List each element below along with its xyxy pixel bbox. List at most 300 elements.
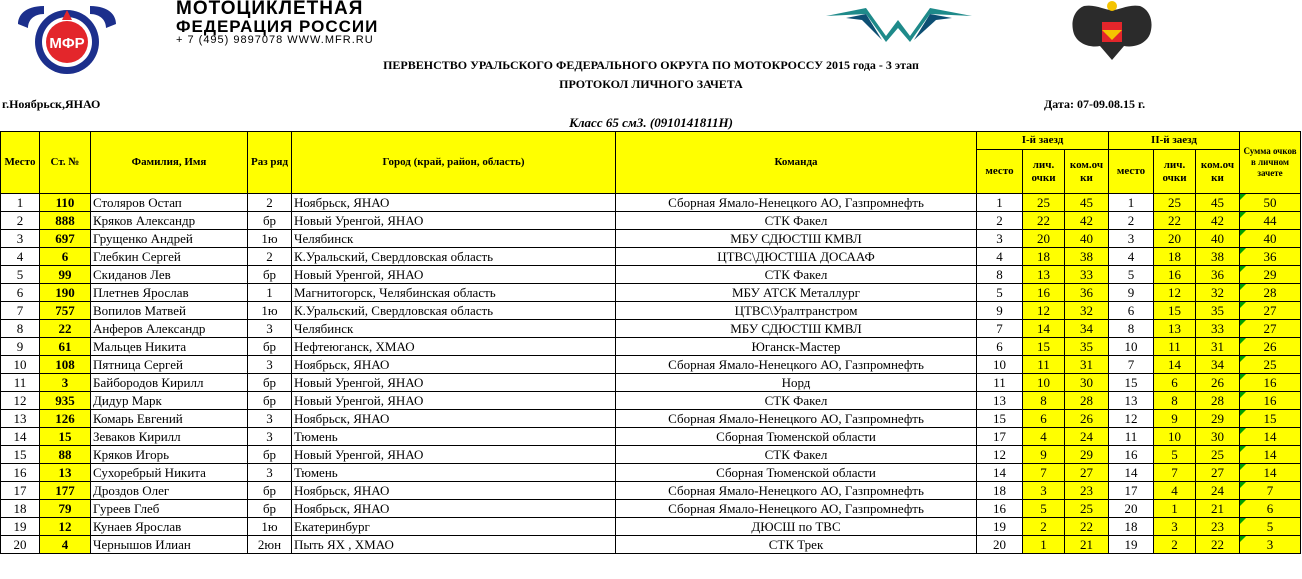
cell-heat1-points: 7 xyxy=(1023,464,1065,482)
cell-heat2-place: 19 xyxy=(1109,536,1154,554)
cell-heat2-points: 22 xyxy=(1154,212,1196,230)
cell-heat1-place: 6 xyxy=(977,338,1023,356)
cell-name: Кряков Игорь xyxy=(91,446,248,464)
col-city: Город (край, район, область) xyxy=(292,132,616,194)
cell-rank: бр xyxy=(248,338,292,356)
cell-heat1-team-points: 42 xyxy=(1065,212,1109,230)
cell-heat2-team-points: 45 xyxy=(1196,194,1240,212)
cell-place: 10 xyxy=(1,356,40,374)
cell-place: 17 xyxy=(1,482,40,500)
cell-place: 3 xyxy=(1,230,40,248)
cell-city: Новый Уренгой, ЯНАО xyxy=(292,374,616,392)
cell-team: СТК Факел xyxy=(616,392,977,410)
col-rank: Раз ряд xyxy=(248,132,292,194)
cell-name: Комарь Евгений xyxy=(91,410,248,428)
cell-heat2-team-points: 21 xyxy=(1196,500,1240,518)
cell-heat1-team-points: 24 xyxy=(1065,428,1109,446)
cell-total: 29 xyxy=(1240,266,1301,284)
cell-city: К.Уральский, Свердловская область xyxy=(292,302,616,320)
cell-heat2-team-points: 22 xyxy=(1196,536,1240,554)
cell-heat1-points: 22 xyxy=(1023,212,1065,230)
cell-heat1-points: 8 xyxy=(1023,392,1065,410)
cell-heat2-place: 13 xyxy=(1109,392,1154,410)
cell-heat2-place: 4 xyxy=(1109,248,1154,266)
cell-heat2-team-points: 25 xyxy=(1196,446,1240,464)
results-table xyxy=(0,131,1301,554)
cell-name: Скиданов Лев xyxy=(91,266,248,284)
cell-heat2-place: 18 xyxy=(1109,518,1154,536)
cell-heat1-team-points: 23 xyxy=(1065,482,1109,500)
cell-team: Сборная Ямало-Ненецкого АО, Газпромнефть xyxy=(616,356,977,374)
cell-total: 14 xyxy=(1240,446,1301,464)
cell-city: Ноябрьск, ЯНАО xyxy=(292,356,616,374)
cell-city: Ноябрьск, ЯНАО xyxy=(292,482,616,500)
cell-heat2-team-points: 28 xyxy=(1196,392,1240,410)
cell-heat2-place: 15 xyxy=(1109,374,1154,392)
table-row xyxy=(1,392,1301,410)
cell-place: 1 xyxy=(1,194,40,212)
cell-total: 44 xyxy=(1240,212,1301,230)
cell-heat1-place: 16 xyxy=(977,500,1023,518)
cell-heat2-team-points: 36 xyxy=(1196,266,1240,284)
cell-heat2-points: 10 xyxy=(1154,428,1196,446)
cell-name: Плетнев Ярослав xyxy=(91,284,248,302)
cell-team: Сборная Ямало-Ненецкого АО, Газпромнефть xyxy=(616,482,977,500)
cell-total: 6 xyxy=(1240,500,1301,518)
cell-total: 25 xyxy=(1240,356,1301,374)
col-heat1-place: место xyxy=(977,150,1023,194)
cell-heat1-team-points: 25 xyxy=(1065,500,1109,518)
cell-heat2-points: 8 xyxy=(1154,392,1196,410)
cell-heat2-place: 6 xyxy=(1109,302,1154,320)
cell-rank: 2юн xyxy=(248,536,292,554)
table-row xyxy=(1,482,1301,500)
cell-heat1-place: 18 xyxy=(977,482,1023,500)
col-start-no: Ст. № xyxy=(40,132,91,194)
cell-place: 13 xyxy=(1,410,40,428)
cell-heat1-points: 25 xyxy=(1023,194,1065,212)
cell-heat1-place: 14 xyxy=(977,464,1023,482)
cell-rank: 1 xyxy=(248,284,292,302)
cell-total: 15 xyxy=(1240,410,1301,428)
cell-team: ЦТВС\ДЮСТША ДОСААФ xyxy=(616,248,977,266)
cell-heat2-team-points: 35 xyxy=(1196,302,1240,320)
table-row xyxy=(1,464,1301,482)
cell-heat1-points: 11 xyxy=(1023,356,1065,374)
cell-heat2-points: 13 xyxy=(1154,320,1196,338)
cell-heat1-place: 12 xyxy=(977,446,1023,464)
cell-heat1-team-points: 27 xyxy=(1065,464,1109,482)
cell-heat2-place: 10 xyxy=(1109,338,1154,356)
cell-team: Сборная Ямало-Ненецкого АО, Газпромнефть xyxy=(616,500,977,518)
cell-start-no: 108 xyxy=(40,356,91,374)
cell-city: Челябинск xyxy=(292,230,616,248)
table-row xyxy=(1,320,1301,338)
cell-name: Мальцев Никита xyxy=(91,338,248,356)
cell-heat2-points: 9 xyxy=(1154,410,1196,428)
cell-place: 20 xyxy=(1,536,40,554)
cell-place: 15 xyxy=(1,446,40,464)
cell-name: Сухоребрый Никита xyxy=(91,464,248,482)
event-location: г.Ноябрьск,ЯНАО xyxy=(2,97,101,111)
cell-total: 16 xyxy=(1240,392,1301,410)
cell-team: Сборная Тюменской области xyxy=(616,464,977,482)
table-row xyxy=(1,266,1301,284)
cell-heat1-team-points: 21 xyxy=(1065,536,1109,554)
col-heat2-place: место xyxy=(1109,150,1154,194)
cell-heat2-points: 14 xyxy=(1154,356,1196,374)
federation-name-line2: ФЕДЕРАЦИЯ РОССИИ xyxy=(176,17,379,36)
cell-heat2-place: 5 xyxy=(1109,266,1154,284)
cell-heat1-place: 1 xyxy=(977,194,1023,212)
col-heat1: I-й заезд xyxy=(977,132,1109,150)
cell-start-no: 757 xyxy=(40,302,91,320)
cell-team: ДЮСШ по ТВС xyxy=(616,518,977,536)
cell-heat1-team-points: 40 xyxy=(1065,230,1109,248)
cell-heat1-team-points: 30 xyxy=(1065,374,1109,392)
cell-heat2-place: 20 xyxy=(1109,500,1154,518)
cell-team: МБУ СДЮСТШ КМВЛ xyxy=(616,320,977,338)
cell-start-no: 61 xyxy=(40,338,91,356)
federation-contact: + 7 (495) 9897078 WWW.MFR.RU xyxy=(176,34,374,46)
cell-heat1-team-points: 22 xyxy=(1065,518,1109,536)
cell-heat2-place: 2 xyxy=(1109,212,1154,230)
cell-city: Пыть ЯХ , ХМАО xyxy=(292,536,616,554)
cell-heat1-points: 16 xyxy=(1023,284,1065,302)
cell-start-no: 190 xyxy=(40,284,91,302)
cell-heat2-team-points: 24 xyxy=(1196,482,1240,500)
col-heat2: II-й заезд xyxy=(1109,132,1240,150)
col-heat2-points: лич. очки xyxy=(1154,150,1196,194)
cell-place: 14 xyxy=(1,428,40,446)
cell-city: Екатеринбург xyxy=(292,518,616,536)
cell-heat1-team-points: 34 xyxy=(1065,320,1109,338)
cell-name: Байбородов Кирилл xyxy=(91,374,248,392)
cell-heat2-points: 6 xyxy=(1154,374,1196,392)
cell-rank: 3 xyxy=(248,410,292,428)
cell-start-no: 888 xyxy=(40,212,91,230)
cell-rank: бр xyxy=(248,500,292,518)
cell-start-no: 79 xyxy=(40,500,91,518)
table-row xyxy=(1,428,1301,446)
table-row xyxy=(1,518,1301,536)
cell-place: 4 xyxy=(1,248,40,266)
cell-heat1-team-points: 31 xyxy=(1065,356,1109,374)
cell-name: Глебкин Сергей xyxy=(91,248,248,266)
table-row xyxy=(1,302,1301,320)
cell-heat1-place: 9 xyxy=(977,302,1023,320)
cell-start-no: 110 xyxy=(40,194,91,212)
col-total: Сумма очков в личном зачете xyxy=(1240,132,1301,194)
cell-start-no: 3 xyxy=(40,374,91,392)
cell-total: 27 xyxy=(1240,302,1301,320)
table-row xyxy=(1,500,1301,518)
cell-rank: 3 xyxy=(248,464,292,482)
cell-rank: 3 xyxy=(248,320,292,338)
mountain-logo-icon xyxy=(826,6,972,42)
cell-total: 40 xyxy=(1240,230,1301,248)
cell-start-no: 22 xyxy=(40,320,91,338)
cell-total: 14 xyxy=(1240,464,1301,482)
cell-name: Зеваков Кирилл xyxy=(91,428,248,446)
table-row xyxy=(1,410,1301,428)
cell-name: Гуреев Глеб xyxy=(91,500,248,518)
cell-start-no: 88 xyxy=(40,446,91,464)
cell-heat2-points: 2 xyxy=(1154,536,1196,554)
cell-heat2-team-points: 34 xyxy=(1196,356,1240,374)
cell-city: Челябинск xyxy=(292,320,616,338)
cell-total: 36 xyxy=(1240,248,1301,266)
cell-rank: 3 xyxy=(248,356,292,374)
table-row xyxy=(1,356,1301,374)
cell-heat2-team-points: 42 xyxy=(1196,212,1240,230)
cell-heat1-team-points: 33 xyxy=(1065,266,1109,284)
cell-heat2-points: 3 xyxy=(1154,518,1196,536)
cell-heat1-place: 8 xyxy=(977,266,1023,284)
cell-place: 16 xyxy=(1,464,40,482)
cell-start-no: 697 xyxy=(40,230,91,248)
cell-start-no: 4 xyxy=(40,536,91,554)
cell-heat2-place: 17 xyxy=(1109,482,1154,500)
cell-heat1-team-points: 26 xyxy=(1065,410,1109,428)
cell-total: 28 xyxy=(1240,284,1301,302)
emblem-text: МФР xyxy=(49,35,85,52)
cell-total: 7 xyxy=(1240,482,1301,500)
cell-heat1-points: 14 xyxy=(1023,320,1065,338)
cell-total: 14 xyxy=(1240,428,1301,446)
cell-heat2-team-points: 29 xyxy=(1196,410,1240,428)
cell-heat1-team-points: 36 xyxy=(1065,284,1109,302)
table-row xyxy=(1,248,1301,266)
cell-start-no: 13 xyxy=(40,464,91,482)
cell-place: 2 xyxy=(1,212,40,230)
cell-heat2-place: 9 xyxy=(1109,284,1154,302)
table-row xyxy=(1,536,1301,554)
cell-team: МБУ АТСК Металлург xyxy=(616,284,977,302)
cell-heat2-points: 25 xyxy=(1154,194,1196,212)
cell-heat2-place: 11 xyxy=(1109,428,1154,446)
cell-city: Ноябрьск, ЯНАО xyxy=(292,194,616,212)
cell-place: 5 xyxy=(1,266,40,284)
cell-city: Новый Уренгой, ЯНАО xyxy=(292,212,616,230)
cell-heat1-points: 12 xyxy=(1023,302,1065,320)
cell-heat1-place: 7 xyxy=(977,320,1023,338)
document-header xyxy=(0,0,1302,132)
cell-heat1-points: 18 xyxy=(1023,248,1065,266)
cell-rank: бр xyxy=(248,374,292,392)
cell-heat1-place: 4 xyxy=(977,248,1023,266)
federation-name xyxy=(176,0,378,36)
cell-name: Чернышов Илиан xyxy=(91,536,248,554)
cell-name: Грущенко Андрей xyxy=(91,230,248,248)
cell-place: 19 xyxy=(1,518,40,536)
cell-heat2-place: 16 xyxy=(1109,446,1154,464)
cell-heat2-points: 18 xyxy=(1154,248,1196,266)
cell-heat1-team-points: 32 xyxy=(1065,302,1109,320)
col-team: Команда xyxy=(616,132,977,194)
cell-heat1-place: 3 xyxy=(977,230,1023,248)
cell-heat1-points: 2 xyxy=(1023,518,1065,536)
cell-rank: бр xyxy=(248,446,292,464)
cell-heat1-points: 20 xyxy=(1023,230,1065,248)
cell-heat2-points: 12 xyxy=(1154,284,1196,302)
cell-rank: бр xyxy=(248,212,292,230)
cell-heat2-place: 3 xyxy=(1109,230,1154,248)
cell-heat2-team-points: 33 xyxy=(1196,320,1240,338)
cell-heat2-points: 20 xyxy=(1154,230,1196,248)
table-row xyxy=(1,446,1301,464)
cell-name: Кунаев Ярослав xyxy=(91,518,248,536)
cell-heat1-points: 15 xyxy=(1023,338,1065,356)
cell-place: 9 xyxy=(1,338,40,356)
col-heat2-team-points: ком.оч ки xyxy=(1196,150,1240,194)
cell-heat2-points: 11 xyxy=(1154,338,1196,356)
table-row xyxy=(1,374,1301,392)
table-row xyxy=(1,212,1301,230)
cell-heat1-points: 5 xyxy=(1023,500,1065,518)
cell-heat2-team-points: 26 xyxy=(1196,374,1240,392)
col-heat1-team-points: ком.оч ки xyxy=(1065,150,1109,194)
cell-heat1-team-points: 35 xyxy=(1065,338,1109,356)
cell-start-no: 177 xyxy=(40,482,91,500)
cell-city: Тюмень xyxy=(292,428,616,446)
table-row xyxy=(1,338,1301,356)
cell-heat1-team-points: 28 xyxy=(1065,392,1109,410)
cell-city: Нефтеюганск, ХМАО xyxy=(292,338,616,356)
cell-heat2-points: 4 xyxy=(1154,482,1196,500)
cell-team: СТК Факел xyxy=(616,266,977,284)
cell-place: 7 xyxy=(1,302,40,320)
cell-heat1-points: 13 xyxy=(1023,266,1065,284)
cell-place: 11 xyxy=(1,374,40,392)
cell-place: 6 xyxy=(1,284,40,302)
cell-rank: бр xyxy=(248,482,292,500)
cell-heat1-points: 4 xyxy=(1023,428,1065,446)
cell-heat2-team-points: 23 xyxy=(1196,518,1240,536)
cell-place: 8 xyxy=(1,320,40,338)
cell-name: Вопилов Матвей xyxy=(91,302,248,320)
cell-city: Новый Уренгой, ЯНАО xyxy=(292,392,616,410)
cell-city: Новый Уренгой, ЯНАО xyxy=(292,446,616,464)
cell-heat2-team-points: 27 xyxy=(1196,464,1240,482)
cell-heat1-place: 2 xyxy=(977,212,1023,230)
cell-start-no: 126 xyxy=(40,410,91,428)
cell-city: Магнитогорск, Челябинская область xyxy=(292,284,616,302)
cell-heat1-points: 1 xyxy=(1023,536,1065,554)
cell-team: СТК Трек xyxy=(616,536,977,554)
cell-heat1-place: 11 xyxy=(977,374,1023,392)
cell-team: Норд xyxy=(616,374,977,392)
cell-heat2-team-points: 31 xyxy=(1196,338,1240,356)
cell-team: МБУ СДЮСТШ КМВЛ xyxy=(616,230,977,248)
cell-city: Ноябрьск, ЯНАО xyxy=(292,410,616,428)
cell-heat1-points: 9 xyxy=(1023,446,1065,464)
cell-heat1-points: 3 xyxy=(1023,482,1065,500)
cell-heat2-team-points: 30 xyxy=(1196,428,1240,446)
table-row xyxy=(1,194,1301,212)
cell-name: Столяров Остап xyxy=(91,194,248,212)
cell-heat1-team-points: 45 xyxy=(1065,194,1109,212)
cell-heat1-place: 19 xyxy=(977,518,1023,536)
cell-name: Дроздов Олег xyxy=(91,482,248,500)
cell-start-no: 99 xyxy=(40,266,91,284)
cell-heat1-place: 13 xyxy=(977,392,1023,410)
cell-start-no: 935 xyxy=(40,392,91,410)
cell-total: 50 xyxy=(1240,194,1301,212)
col-name: Фамилия, Имя xyxy=(91,132,248,194)
cell-team: Сборная Ямало-Ненецкого АО, Газпромнефть xyxy=(616,194,977,212)
cell-rank: 1ю xyxy=(248,518,292,536)
federation-name-line1: МОТОЦИКЛЕТНАЯ xyxy=(176,0,364,19)
cell-team: Сборная Ямало-Ненецкого АО, Газпромнефть xyxy=(616,410,977,428)
cell-team: СТК Факел xyxy=(616,446,977,464)
cell-rank: 2 xyxy=(248,248,292,266)
results-body xyxy=(1,194,1301,554)
cell-heat1-place: 10 xyxy=(977,356,1023,374)
cell-heat2-place: 12 xyxy=(1109,410,1154,428)
cell-heat1-place: 17 xyxy=(977,428,1023,446)
cell-city: Новый Уренгой, ЯНАО xyxy=(292,266,616,284)
class-label: Класс 65 смЗ. (0910141811H) xyxy=(569,115,733,130)
cell-place: 18 xyxy=(1,500,40,518)
cell-name: Анферов Александр xyxy=(91,320,248,338)
cell-heat1-points: 10 xyxy=(1023,374,1065,392)
cell-heat2-place: 14 xyxy=(1109,464,1154,482)
page-subtitle: ПРОТОКОЛ ЛИЧНОГО ЗАЧЕТА xyxy=(559,77,743,91)
cell-heat1-team-points: 38 xyxy=(1065,248,1109,266)
cell-team: Сборная Тюменской области xyxy=(616,428,977,446)
cell-start-no: 6 xyxy=(40,248,91,266)
cell-total: 16 xyxy=(1240,374,1301,392)
cell-total: 26 xyxy=(1240,338,1301,356)
cell-name: Пятница Сергей xyxy=(91,356,248,374)
cell-rank: 1ю xyxy=(248,230,292,248)
col-place: Место xyxy=(1,132,40,194)
cell-heat2-team-points: 38 xyxy=(1196,248,1240,266)
table-row xyxy=(1,230,1301,248)
page-title: ПЕРВЕНСТВО УРАЛЬСКОГО ФЕДЕРАЛЬНОГО ОКРУГА ПО МОТОКРОССУ 2015 года - 3 этап xyxy=(383,58,919,72)
cell-name: Кряков Александр xyxy=(91,212,248,230)
cell-start-no: 12 xyxy=(40,518,91,536)
cell-rank: бр xyxy=(248,392,292,410)
cell-heat2-place: 7 xyxy=(1109,356,1154,374)
cell-heat2-team-points: 40 xyxy=(1196,230,1240,248)
event-date: Дата: 07-09.08.15 г. xyxy=(1044,97,1146,111)
cell-total: 27 xyxy=(1240,320,1301,338)
cell-team: ЦТВС\Уралтранстром xyxy=(616,302,977,320)
cell-heat2-points: 16 xyxy=(1154,266,1196,284)
cell-heat1-place: 20 xyxy=(977,536,1023,554)
cell-heat1-points: 6 xyxy=(1023,410,1065,428)
cell-heat2-points: 5 xyxy=(1154,446,1196,464)
cell-heat2-points: 1 xyxy=(1154,500,1196,518)
cell-rank: бр xyxy=(248,266,292,284)
cell-name: Дидур Марк xyxy=(91,392,248,410)
cell-heat1-place: 5 xyxy=(977,284,1023,302)
cell-total: 3 xyxy=(1240,536,1301,554)
cell-heat2-place: 1 xyxy=(1109,194,1154,212)
cell-heat2-team-points: 32 xyxy=(1196,284,1240,302)
cell-rank: 2 xyxy=(248,194,292,212)
cell-city: К.Уральский, Свердловская область xyxy=(292,248,616,266)
cell-heat2-points: 7 xyxy=(1154,464,1196,482)
cell-rank: 1ю xyxy=(248,302,292,320)
col-heat1-points: лич. очки xyxy=(1023,150,1065,194)
cell-heat1-place: 15 xyxy=(977,410,1023,428)
cell-city: Тюмень xyxy=(292,464,616,482)
cell-heat2-place: 8 xyxy=(1109,320,1154,338)
cell-city: Ноябрьск, ЯНАО xyxy=(292,500,616,518)
